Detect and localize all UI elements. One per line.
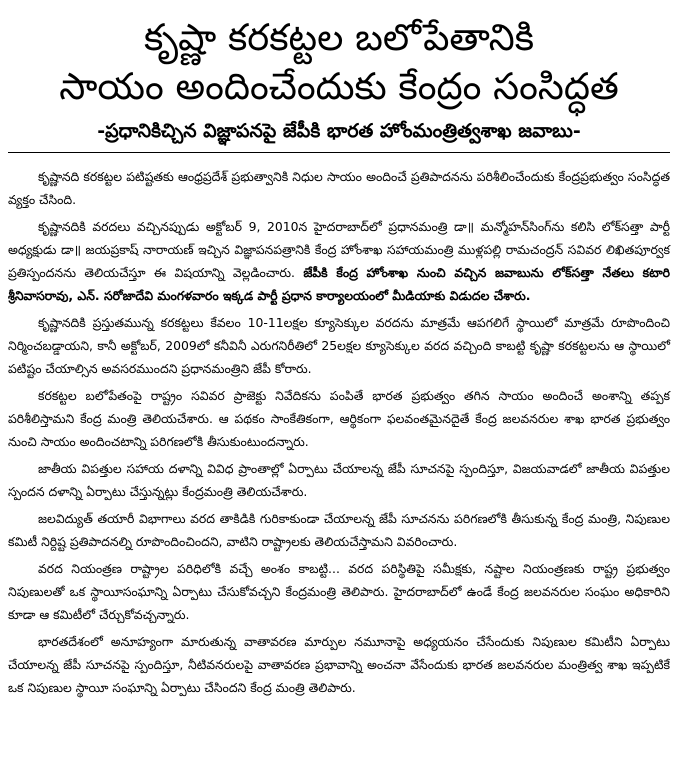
paragraph-4: [8, 384, 670, 453]
article-body: [8, 165, 670, 699]
paragraph-5: [8, 457, 670, 503]
paragraph-text: కృష్ణానదికి ప్రస్తుతమున్న కరకట్టలు కేవలం 10-11లక్షల క్యూసెక్కుల వరదను మాత్రమే ఆపగలిగే స్థాయిలో మాత్రమే రూపొందించి నిర్మించబడ్డాయని, కానీ అక్టోబర్, 2009లో కనీవినీ ఎరుగనిరీతిలో 25లక్షల క్యూసెక్కుల వరద వచ్చింది కాబట్టి కృష్ణా కరకట్టలను ఆ స్థాయిలో పటిష్టం చేయాల్సిన అవసరముందని ప్రధానమంత్రిని జేపీ కోరారు.: [8, 315, 670, 376]
paragraph-text: కరకట్టల బలోపేతంపై రాష్ట్రం సవివర ప్రాజెక్టు నివేదికను పంపితే భారత ప్రభుత్వం తగిన సాయం అందించే అంశాన్ని తప్పక పరిశీలిస్తామని కేంద్ర మంత్రి తెలియచేశారు. ఆ పథకం సాంకేతికంగా, ఆర్థికంగా ఫలవంతమైనదైతే కేంద్ర జలవనరుల శాఖ భారత ప్రభుత్వం నుంచి సాయం అందించటాన్ని పరిగణలోకి తీసుకుంటుందన్నారు.: [8, 388, 670, 449]
headline-line-2: సాయం అందించేందుకు కేంద్రం సంసిద్ధత: [59, 65, 619, 108]
paragraph-text: జాతీయ విపత్తుల సహాయ దళాన్ని వివిధ ప్రాంతాల్లో ఏర్పాటు చేయాలన్న జేపీ సూచనపై స్పందిస్తూ, విజయవాడలో జాతీయ విపత్తుల స్పందన దళాన్ని ఏర్పాటు చేస్తున్నట్లు కేంద్రమంత్రి తెలియచేశారు.: [8, 461, 670, 499]
paragraph-3: [8, 311, 670, 380]
paragraph-text: కృష్ణానదికి వరదలు వచ్చినప్పుడు అక్టోబర్ 9, 2010న హైదరాబాద్‌లో ప్రధానమంత్రి డా॥ మన్మోహన్‌సింగ్‌ను కలిసి లోక్‌సత్తా పార్టీ అధ్యక్షుడు డా॥ జయప్రకాష్ నారాయణ్ ఇచ్చిన విజ్ఞాపనపత్రానికి కేంద్ర హోంశాఖ సహాయమంత్రి ముళ్లపల్లి రామచంద్రన్ సవివర లిఖితపూర్వక ప్రతిస్పందనను తెలియచేస్తూ ఈ విషయాన్ని వెల్లడించారు.: [8, 219, 670, 280]
paragraph-text: జలవిద్యుత్ తయారీ విభాగాలు వరద తాకిడికి గురికాకుండా చేయాలన్న జేపీ సూచనను పరిగణలోకి తీసుకున్న కేంద్ర మంత్రి, నిపుణుల కమిటీ నిర్దిష్ట ప్రతిపాదనల్ని రూపొందించిందని, వాటిని రాష్ట్రాలకు తెలియచేస్తామని వివరించారు.: [8, 511, 670, 549]
subheadline: -ప్రధానికిచ్చిన విజ్ఞాపనపై జేపీకి భారత హోంమంత్రిత్వశాఖ జవాబు-: [97, 120, 581, 142]
paragraph-1: [8, 165, 670, 211]
paragraph-text: భారతదేశంలో అనూహ్యంగా మారుతున్న వాతావరణ మార్పుల నమూనాపై అధ్యయనం చేసేందుకు నిపుణుల కమిటీని ఏర్పాటు చేయాలన్న జేపీ సూచనపై స్పందిస్తూ, నీటివనరులపై వాతావరణ ప్రభావాన్ని అంచనా వేసేందుకు భారత జలవనరుల మంత్రిత్వ శాఖ ఇప్పటికే ఒక నిపుణుల స్థాయీ సంఘాన్ని ఏర్పాటు చేసిందని కేంద్ర మంత్రి తెలిపారు.: [8, 634, 670, 695]
paragraph-7: [8, 557, 670, 626]
paragraph-text: వరద నియంత్రణ రాష్ట్రాల పరిధిలోకి వచ్చే అంశం కాబట్టి... వరద పరిస్థితిపై సమీక్షకు, నష్టాల నియంత్రణకు రాష్ట్ర ప్రభుత్వం నిపుణులతో ఒక స్థాయీసంఘాన్ని ఏర్పాటు చేసుకోవచ్చని కేంద్రమంత్రి తెలిపారు. హైదరాబాద్‌లో ఉండే కేంద్ర జలవనరుల సంఘం అధికారిని కూడా ఆ కమిటీలో చేర్చుకోవచ్చన్నారు.: [8, 561, 670, 622]
paragraph-8: [8, 630, 670, 699]
paragraph-6: [8, 507, 670, 553]
headline-line-1: కృష్ణా కరకట్టల బలోపేతానికి: [143, 16, 535, 59]
divider: [8, 152, 670, 153]
paragraph-2: [8, 215, 670, 307]
paragraph-text: కృష్ణానది కరకట్టల పటిష్టతకు ఆంధ్రప్రదేశ్ ప్రభుత్వానికి నిధుల సాయం అందించే ప్రతిపాదనను పరిశీలించేందుకు కేంద్రప్రభుత్వం సంసిద్ధత వ్యక్తం చేసింది.: [8, 169, 670, 207]
paragraph-emphasis: జేపీకి కేంద్ర హోంశాఖ నుంచి వచ్చిన జవాబును లోక్‌సత్తా నేతలు కటారి శ్రీనివాసరావు, ఎన్. సరోజాదేవి మంగళవారం ఇక్కడ పార్టీ ప్రధాన కార్యాలయంలో మీడియాకు విడుదల చేశారు.: [8, 265, 670, 303]
headline: [8, 14, 670, 112]
